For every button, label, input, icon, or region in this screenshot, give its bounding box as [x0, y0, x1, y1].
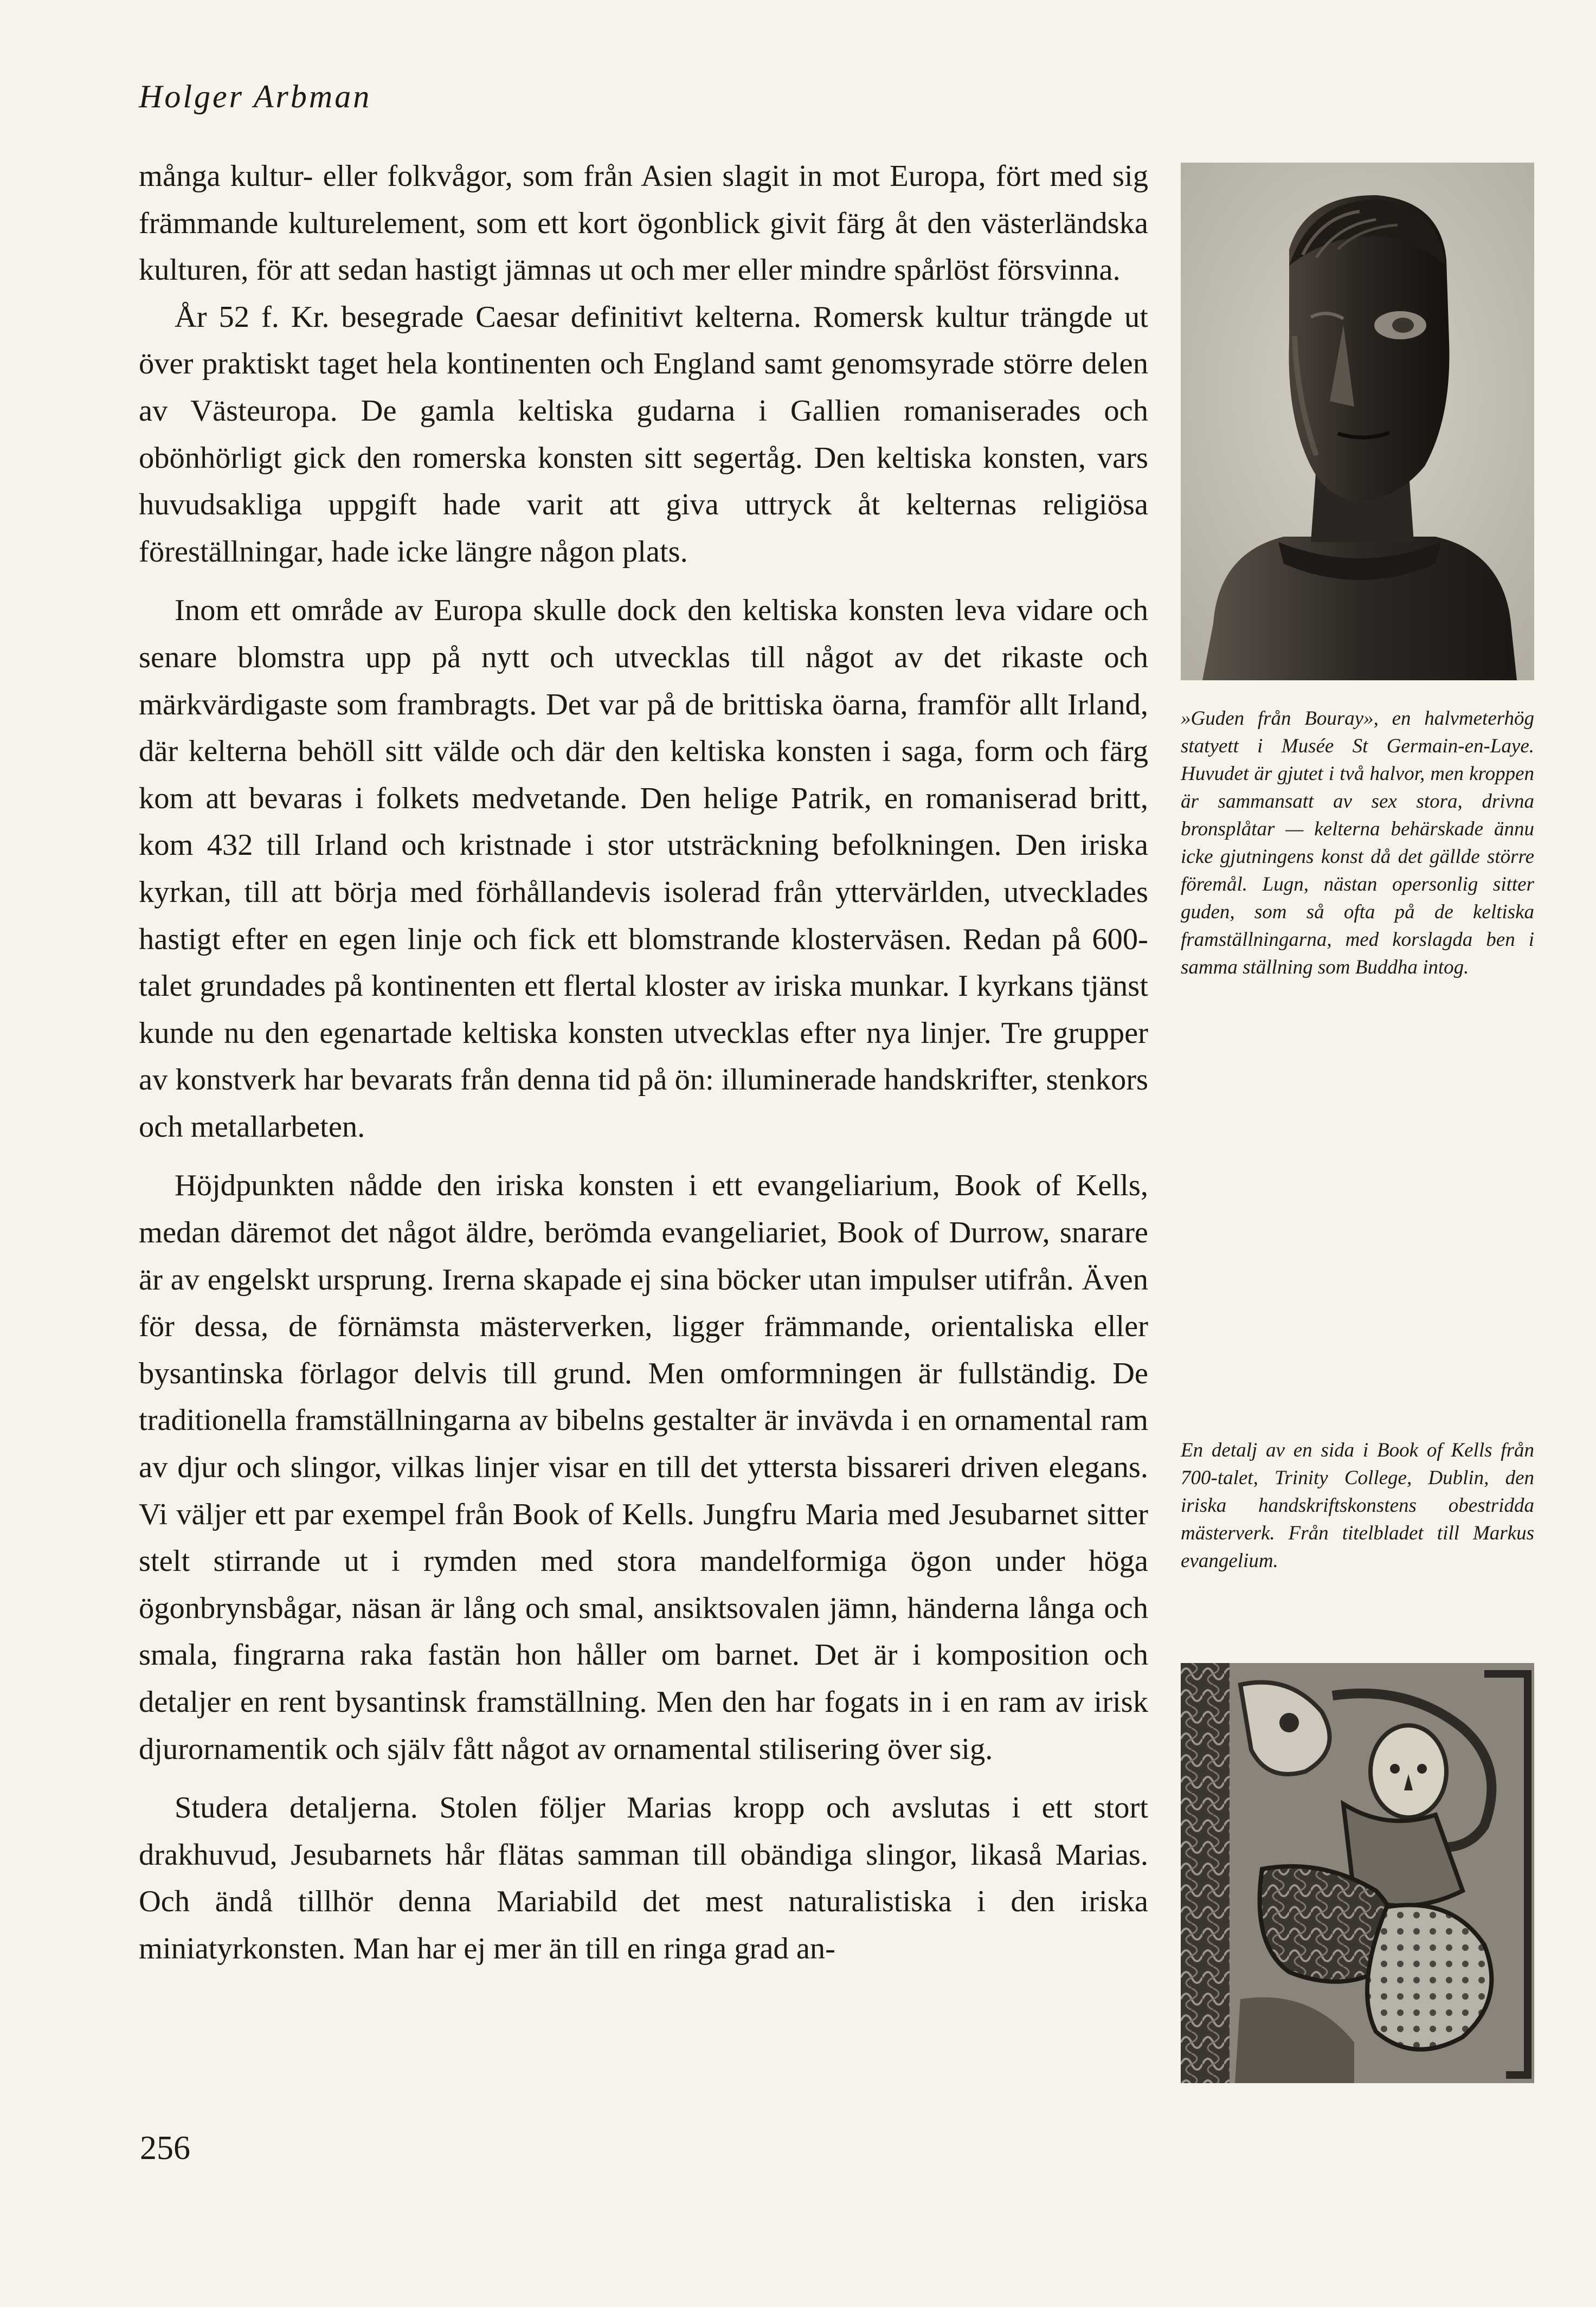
page-number: 256	[140, 2130, 190, 2167]
body-text	[139, 153, 1148, 1973]
paragraph-4: Höjdpunkten nådde den iriska konsten i ett evangeliarium, Book of Kells, medan däremot det något äldre, berömda evangeliariet, Book of Durrow, snarare är av engelskt ursprung. Irerna skapade ej sina böcker utan impulser utifrån. Även för dessa, de förnämsta mästerverken, ligger främmande, orientaliska eller bysantinska förlagor delvis till grund. Men omformningen är fullständig. De traditionella framställningarna av bibelns gestalter är invävda i en ornamental ram av djur och slingor, vilkas linjer visar en till det yttersta bissareri driven elegans. Vi väljer ett par exempel från Book of Kells. Jungfru Maria med Jesubarnet sitter stelt stirrande ut i rymden med stora mandelformiga ögon under höga ögonbrynsbågar, näsan är lång och smal, ansiktsovalen jämn, händerna långa och smala, fingrarna raka fastän hon håller om barnet. Det är i komposition och detaljer en rent bysantinsk framställning. Men den har fogats in i en ram av irisk djurornamentik och själv fått något av ornamental stilisering över sig.	[139, 1169, 1148, 1766]
book-of-kells-image	[1181, 1663, 1534, 2083]
paragraph-1: många kultur- eller folkvågor, som från Asien slagit in mot Europa, fört med sig främmande kulturelement, som ett kort ögonblick givit färg åt den västerländska kulturen, för att sedan hastigt jämnas ut och mer eller mindre spårlöst försvinna.	[139, 159, 1148, 287]
paragraph-5: Studera detaljerna. Stolen följer Marias kropp och avslutas i ett stort drakhuvud, Jesubarnets hår flätas samman till obändiga slingor, likaså Marias. Och ändå tillhör denna Mariabild det mest naturalistiska i den iriska miniatyrkonsten. Man har ej mer än till en ringa grad an-	[139, 1791, 1148, 1966]
manuscript-photo	[1181, 1663, 1534, 2083]
manuscript-caption: En detalj av en sida i Book of Kells från 700-talet, Trinity College, Dublin, den iriska handskriftskonstens obestridda mästerverk. Från titelbladet till Markus evangelium.	[1181, 1439, 1534, 1572]
bronze-head-image	[1181, 163, 1534, 680]
statue-caption: »Guden från Bouray», en halvmeterhög statyett i Musée St Germain-en-Laye. Huvudet är gjutet i två halvor, men kroppen är sammansatt av sex stora, drivna bronsplåtar — kelterna behärskade ännu icke gjutningens konst då det gällde större föremål. Lugn, nästan opersonlig sitter guden, som så ofta på de keltiska framställningarna, med korslagda ben i samma ställning som Buddha intog.	[1181, 707, 1534, 978]
paragraph-2: År 52 f. Kr. besegrade Caesar definitivt kelterna. Romersk kultur trängde ut över praktiskt taget hela kontinenten och England samt genomsyrade större delen av Västeuropa. De gamla keltiska gudarna i Gallien romaniserades och obönhörligt gick den romerska konsten sitt segertåg. Den keltiska konsten, vars huvudsakliga uppgift hade varit att giva uttryck åt kelternas religiösa föreställningar, hade icke längre någon plats.	[139, 300, 1148, 569]
running-head: Holger Arbman	[139, 79, 372, 114]
statue-photo	[1181, 163, 1534, 680]
paragraph-3: Inom ett område av Europa skulle dock den keltiska konsten leva vidare och senare blomstra upp på nytt och utvecklas till något av det rikaste och märkvärdigaste som frambragts. Det var på de brittiska öarna, framför allt Irland, där kelterna behöll sitt välde och där den keltiska konsten i saga, form och färg kom att bevaras i folkets medvetande. Den helige Patrik, en romaniserad britt, kom 432 till Irland och kristnade i stor utsträckning befolkningen. Den iriska kyrkan, till att börja med förhållandevis isolerad från yttervärlden, utvecklades hastigt efter en egen linje och fick ett blomstrande klosterväsen. Redan på 600-talet grundades på kontinenten ett flertal kloster av iriska munkar. I kyrkans tjänst kunde nu den egenartade keltiska konsten utvecklas efter nya linjer. Tre grupper av konstverk har bevarats från denna tid på ön: illuminerade handskrifter, stenkors och metallarbeten.	[139, 594, 1148, 1144]
